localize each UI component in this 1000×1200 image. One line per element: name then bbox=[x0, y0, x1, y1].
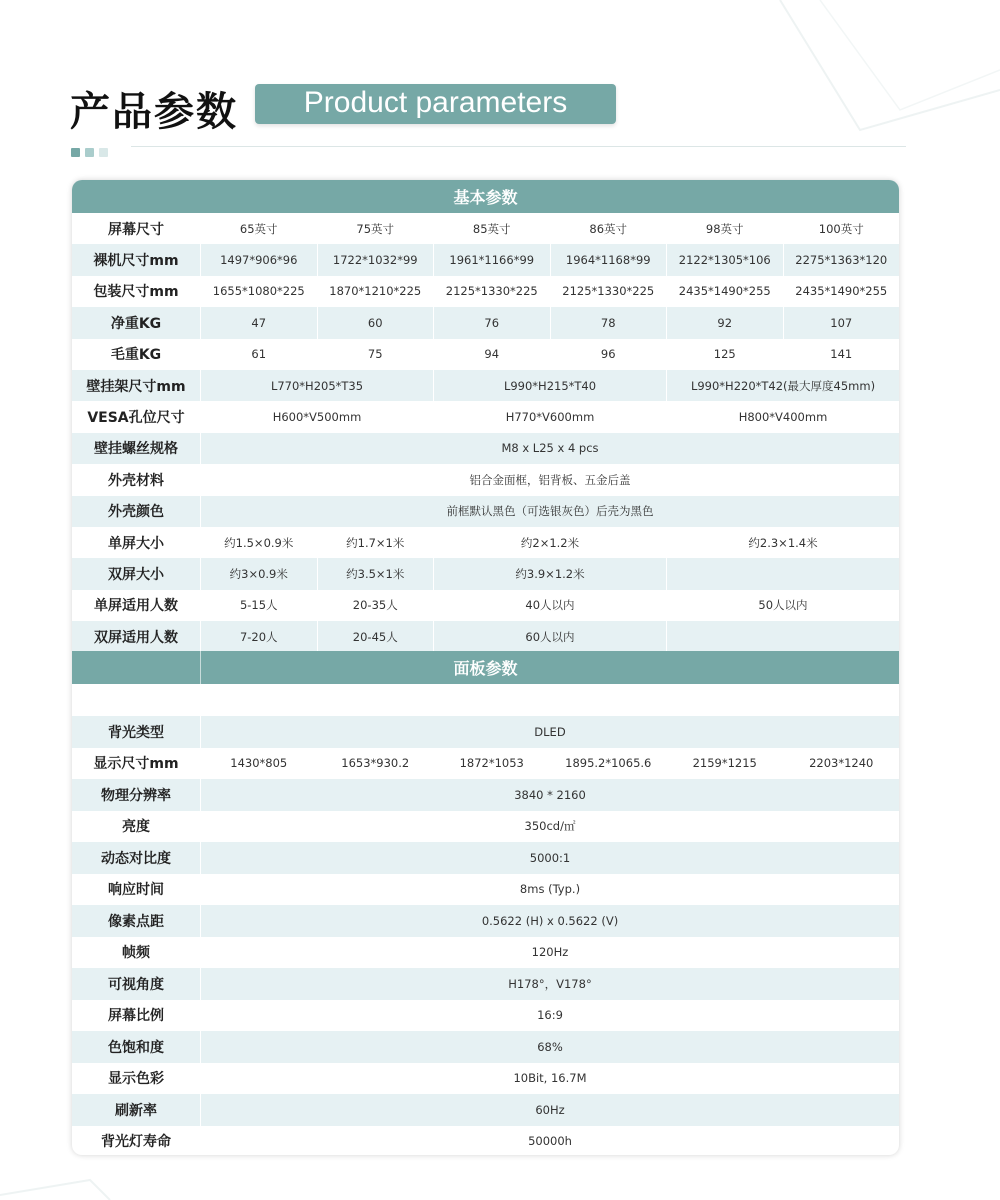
table-cell: 铝合金面框，铝背板、五金后盖 bbox=[200, 464, 899, 495]
table-cell bbox=[666, 558, 899, 589]
row-label: 裸机尺寸mm bbox=[93, 253, 179, 270]
table-cell: 40人以内 bbox=[433, 590, 666, 621]
table-cell: 5-15人 bbox=[200, 590, 317, 621]
row-label: 包装尺寸mm bbox=[93, 284, 179, 301]
header-divider bbox=[131, 146, 906, 147]
row-label: 单屏大小 bbox=[108, 535, 164, 552]
row-label: 毛重KG bbox=[110, 347, 162, 364]
table-row bbox=[72, 937, 899, 969]
table-cell: 2275*1363*120 bbox=[783, 244, 900, 275]
table-cell: 约2×1.2米 bbox=[433, 527, 666, 558]
row-label: 显示色彩 bbox=[108, 1071, 164, 1088]
table-cell: 85英寸 bbox=[433, 213, 550, 244]
table-cell: 60 bbox=[317, 307, 434, 338]
row-label: 外壳颜色 bbox=[108, 504, 164, 521]
table-cell: L990*H220*T42(最大厚度45mm) bbox=[666, 370, 899, 401]
table-cell: 75英寸 bbox=[317, 213, 434, 244]
table-cell: 120Hz bbox=[200, 937, 899, 969]
decorative-squares bbox=[71, 142, 113, 151]
table-cell: 20-45人 bbox=[317, 621, 434, 652]
table-cell: 350cd/㎡ bbox=[200, 811, 899, 843]
table-row bbox=[72, 276, 899, 307]
row-label: 可视角度 bbox=[108, 976, 164, 993]
table-row bbox=[72, 811, 899, 843]
table-cell: 5000:1 bbox=[200, 842, 899, 874]
row-label: 物理分辨率 bbox=[101, 787, 171, 804]
table-cell: 86英寸 bbox=[550, 213, 667, 244]
table-cell: 约1.5×0.9米 bbox=[200, 527, 317, 558]
table-cell: 60人以内 bbox=[433, 621, 666, 652]
table-cell: 2435*1490*255 bbox=[783, 276, 900, 307]
table-cell: 1872*1053 bbox=[433, 748, 550, 780]
table-cell: 1655*1080*225 bbox=[200, 276, 317, 307]
table-cell: 76 bbox=[433, 307, 550, 338]
table-cell: 2435*1490*255 bbox=[666, 276, 783, 307]
row-label: 响应时间 bbox=[108, 882, 164, 899]
table-cell: 61 bbox=[200, 339, 317, 370]
table-row bbox=[72, 968, 899, 1000]
table-cell: 75 bbox=[317, 339, 434, 370]
table-cell: 前框默认黑色（可选银灰色）后壳为黑色 bbox=[200, 496, 899, 527]
row-label: 净重KG bbox=[110, 315, 162, 332]
table-cell: H178°，V178° bbox=[200, 968, 899, 1000]
row-label: 单屏适用人数 bbox=[94, 598, 178, 615]
table-cell: L770*H205*T35 bbox=[200, 370, 433, 401]
table-cell: 10Bit, 16.7M bbox=[200, 1063, 899, 1095]
table-cell: 1722*1032*99 bbox=[317, 244, 434, 275]
table-cell: 1430*805 bbox=[200, 748, 317, 780]
spec-table bbox=[72, 180, 899, 1155]
row-label: VESA孔位尺寸 bbox=[87, 410, 185, 427]
table-cell: 16:9 bbox=[200, 1000, 899, 1032]
table-cell: 47 bbox=[200, 307, 317, 338]
row-label: 外壳材料 bbox=[108, 472, 164, 489]
table-cell: M8 x L25 x 4 pcs bbox=[200, 433, 899, 464]
row-label: 屏幕尺寸 bbox=[108, 221, 164, 238]
table-row bbox=[72, 621, 899, 652]
table-cell: 0.5622 (H) x 0.5622 (V) bbox=[200, 905, 899, 937]
table-cell: 2122*1305*106 bbox=[666, 244, 783, 275]
table-row bbox=[72, 339, 899, 370]
table-cell: 60Hz bbox=[200, 1094, 899, 1126]
row-label: 背光类型 bbox=[108, 724, 164, 741]
row-label: 亮度 bbox=[122, 819, 150, 836]
table-cell: 78 bbox=[550, 307, 667, 338]
square-dark bbox=[71, 148, 80, 157]
table-cell bbox=[666, 621, 899, 652]
table-cell: 1961*1166*99 bbox=[433, 244, 550, 275]
table-row bbox=[72, 1000, 899, 1032]
table-cell: 20-35人 bbox=[317, 590, 434, 621]
table-row bbox=[72, 1094, 899, 1126]
row-label: 双屏大小 bbox=[108, 567, 164, 584]
row-label: 屏幕比例 bbox=[108, 1008, 164, 1025]
row-label: 背光灯寿命 bbox=[101, 1134, 171, 1151]
panel-section-title: 面板参数 bbox=[453, 659, 518, 678]
table-row bbox=[72, 558, 899, 589]
row-label: 动态对比度 bbox=[101, 850, 171, 867]
basic-section-title: 基本参数 bbox=[453, 188, 518, 207]
table-row bbox=[72, 842, 899, 874]
table-cell: 2203*1240 bbox=[783, 748, 900, 780]
table-cell: DLED bbox=[200, 716, 899, 748]
table-cell: 1895.2*1065.6 bbox=[550, 748, 667, 780]
table-row bbox=[72, 716, 899, 748]
table-row bbox=[72, 527, 899, 558]
table-cell: H600*V500mm bbox=[200, 401, 433, 432]
table-cell: H770*V600mm bbox=[433, 401, 666, 432]
table-cell: 约3.9×1.2米 bbox=[433, 558, 666, 589]
table-cell: 3840 * 2160 bbox=[200, 779, 899, 811]
row-label: 壁挂架尺寸mm bbox=[86, 378, 186, 395]
table-cell: H800*V400mm bbox=[666, 401, 899, 432]
table-cell: 125 bbox=[666, 339, 783, 370]
table-cell: 96 bbox=[550, 339, 667, 370]
table-cell: 1497*906*96 bbox=[200, 244, 317, 275]
table-cell: 约3×0.9米 bbox=[200, 558, 317, 589]
panel-section-header bbox=[72, 651, 899, 684]
table-cell: 1870*1210*225 bbox=[317, 276, 434, 307]
table-cell: 2159*1215 bbox=[666, 748, 783, 780]
table-row bbox=[72, 748, 899, 780]
table-row bbox=[72, 496, 899, 527]
table-row bbox=[72, 213, 899, 244]
table-cell: 94 bbox=[433, 339, 550, 370]
table-cell: 1964*1168*99 bbox=[550, 244, 667, 275]
table-cell: 约2.3×1.4米 bbox=[666, 527, 899, 558]
page-title: 产品参数 bbox=[70, 89, 238, 135]
table-cell: 100英寸 bbox=[783, 213, 900, 244]
table-cell: 1653*930.2 bbox=[317, 748, 434, 780]
table-cell: 92 bbox=[666, 307, 783, 338]
row-label: 色饱和度 bbox=[108, 1039, 164, 1056]
table-cell: 2125*1330*225 bbox=[433, 276, 550, 307]
table-cell: 141 bbox=[783, 339, 900, 370]
row-label: 像素点距 bbox=[108, 913, 164, 930]
table-row bbox=[72, 433, 899, 464]
table-row bbox=[72, 464, 899, 495]
table-cell: 8ms (Typ.) bbox=[200, 874, 899, 906]
table-row bbox=[72, 244, 899, 275]
basic-section-header bbox=[72, 180, 899, 213]
table-cell: 50000h bbox=[200, 1126, 899, 1156]
table-cell: 65英寸 bbox=[200, 213, 317, 244]
page-title-en-badge: Product parameters bbox=[255, 84, 616, 124]
table-row bbox=[72, 874, 899, 906]
row-label: 双屏适用人数 bbox=[94, 629, 178, 646]
table-row bbox=[72, 1063, 899, 1095]
table-cell: 107 bbox=[783, 307, 900, 338]
row-label: 显示尺寸mm bbox=[93, 756, 179, 773]
table-cell: 2125*1330*225 bbox=[550, 276, 667, 307]
table-row bbox=[72, 401, 899, 432]
row-label: 刷新率 bbox=[115, 1102, 157, 1119]
table-cell: 68% bbox=[200, 1031, 899, 1063]
table-cell: 7-20人 bbox=[200, 621, 317, 652]
table-cell: 50人以内 bbox=[666, 590, 899, 621]
square-light bbox=[99, 148, 108, 157]
row-label: 壁挂螺丝规格 bbox=[94, 441, 178, 458]
table-row bbox=[72, 307, 899, 338]
row-label: 帧频 bbox=[122, 945, 150, 962]
table-cell: 98英寸 bbox=[666, 213, 783, 244]
table-row bbox=[72, 1126, 899, 1156]
table-row bbox=[72, 779, 899, 811]
square-mid bbox=[85, 148, 94, 157]
table-cell: 约1.7×1米 bbox=[317, 527, 434, 558]
header-divider-line bbox=[200, 651, 201, 684]
table-row bbox=[72, 1031, 899, 1063]
table-cell: L990*H215*T40 bbox=[433, 370, 666, 401]
table-row bbox=[72, 905, 899, 937]
table-cell: 约3.5×1米 bbox=[317, 558, 434, 589]
table-row bbox=[72, 590, 899, 621]
table-row bbox=[72, 370, 899, 401]
